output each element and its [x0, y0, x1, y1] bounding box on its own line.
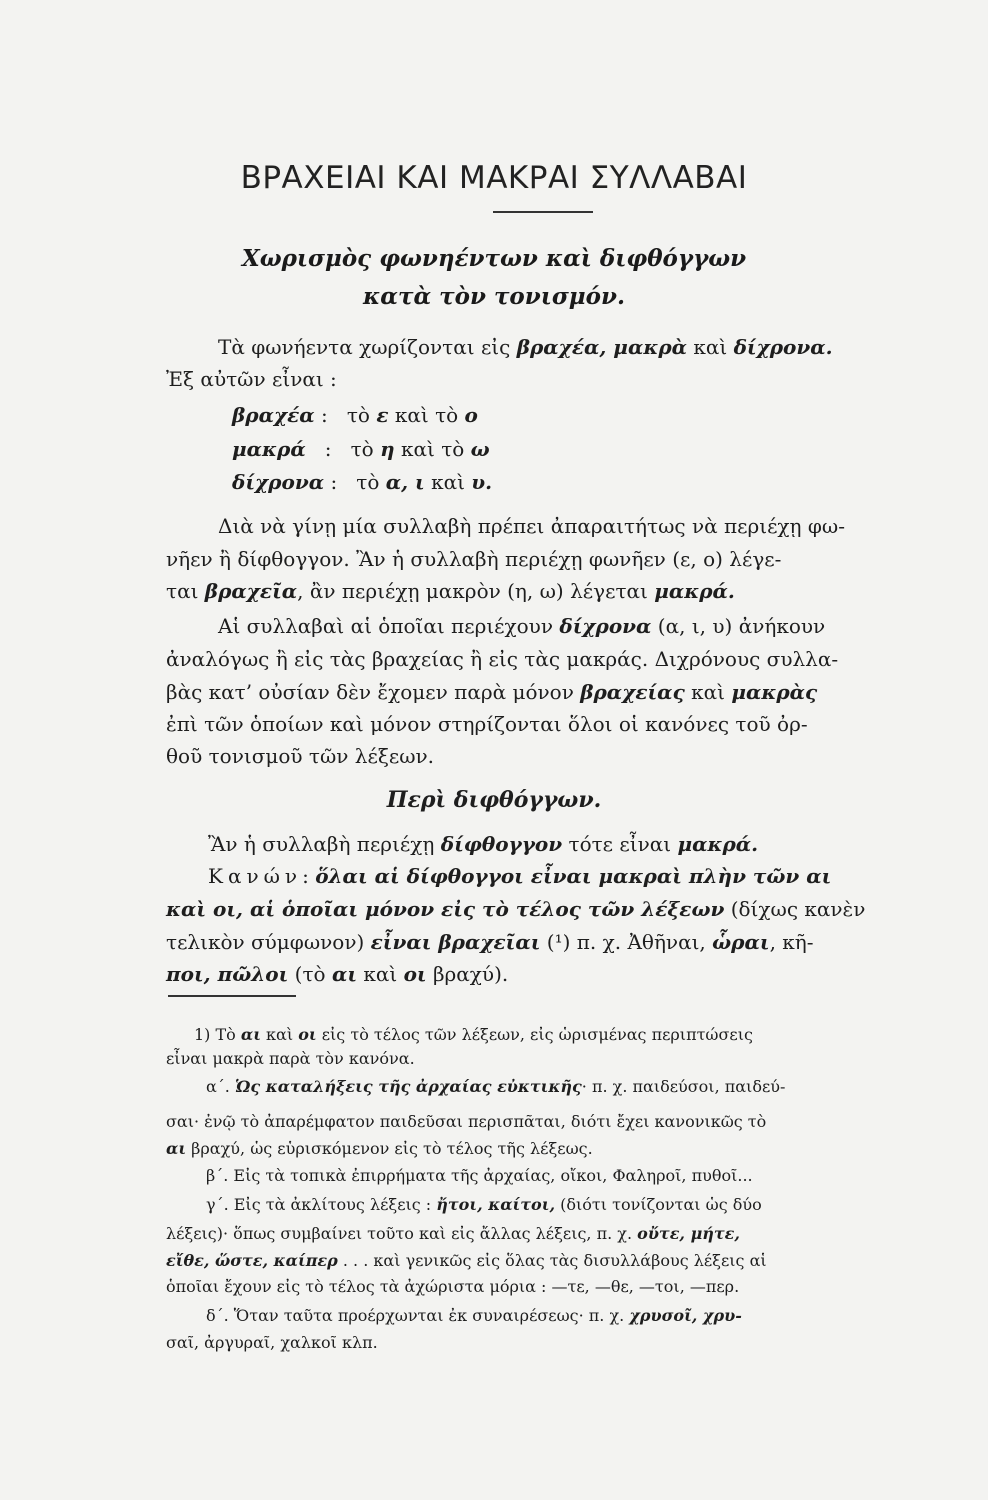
- p3-line-4: ἐπὶ τῶν ὁποίων καὶ μόνον στηρίζονται ὅλοι οἱ κανόνες τοῦ ὀρ-: [166, 712, 808, 736]
- text: Τὰ φωνήεντα χωρίζονται εἰς: [218, 335, 517, 359]
- text: , ἂν περιέχῃ μακρὸν (η, ω) λέγεται: [297, 579, 655, 603]
- emphasis: ὧραι: [712, 930, 770, 954]
- footnote-d-line-2: σαῖ, ἀργυραῖ, χαλκοῖ κλπ.: [166, 1333, 378, 1352]
- label: βραχέα: [232, 403, 315, 427]
- emphasis: δίφθογγον: [440, 832, 563, 856]
- footnote-c-line-2: [166, 1222, 740, 1246]
- text: α΄.: [206, 1077, 235, 1096]
- text: καὶ: [260, 1025, 299, 1044]
- text: (δίχως κανὲν: [724, 897, 866, 921]
- text: (α, ι, υ) ἀνήκουν: [651, 614, 826, 638]
- rule-label: Κανών: [208, 864, 303, 888]
- emphasis: εἶναι βραχεῖαι: [370, 930, 541, 954]
- emphasis: ὅλαι αἱ δίφθογγοι εἶναι μακραὶ πλὴν τῶν αι: [315, 864, 832, 888]
- text: τελικὸν σύμφωνον): [166, 930, 371, 954]
- footnote-a-line-1: [206, 1075, 785, 1099]
- label: δίχρονα: [232, 470, 325, 494]
- p3-line-3: [166, 678, 817, 706]
- footnote-c-line-4: ὁποῖαι ἔχουν εἰς τὸ τέλος τὰ ἀχώριστα μόρια : —τε, —θε, —τοι, —περ.: [166, 1277, 740, 1296]
- emphasis: μακρά.: [677, 832, 759, 856]
- text: καὶ: [424, 470, 472, 494]
- p2-line-3: [166, 577, 735, 605]
- emphasis: αι: [331, 962, 358, 986]
- text: καὶ τὸ: [394, 437, 471, 461]
- vowel-row-dichrona: [232, 468, 492, 496]
- emphasis: Ὡς καταλήξεις τῆς ἀρχαίας εὐκτικῆς: [234, 1077, 582, 1096]
- emphasis: εἴθε, ὥστε, καίπερ: [166, 1251, 338, 1270]
- letter: ε: [376, 403, 389, 427]
- text: βὰς κατ’ οὐσίαν δὲν ἔχομεν παρὰ μόνον: [166, 680, 581, 704]
- text: (διότι τονίζονται ὡς δύο: [555, 1195, 762, 1214]
- letter: η: [380, 437, 395, 461]
- emphasis: βραχείας: [580, 680, 685, 704]
- text: : τὸ: [314, 403, 377, 427]
- footnote-divider: [168, 995, 296, 997]
- text: ται: [166, 579, 205, 603]
- p3-line-5: θοῦ τονισμοῦ τῶν λέξεων.: [166, 744, 435, 768]
- p3-line-2: ἀναλόγως ἢ εἰς τὰς βραχείας ἢ εἰς τὰς μακράς. Διχρόνους συλλα-: [166, 647, 839, 671]
- p4-line-1: [208, 830, 758, 858]
- footnote-line-1: [194, 1023, 753, 1047]
- emphasis: οι: [403, 962, 427, 986]
- emphasis: δίχρονα.: [733, 335, 833, 359]
- p4-line-4: [166, 928, 814, 956]
- text: : τὸ: [305, 437, 381, 461]
- text: , κῆ-: [769, 930, 814, 954]
- text: (τὸ: [288, 962, 332, 986]
- page-title: ΒΡΑΧΕΙΑΙ ΚΑΙ ΜΑΚΡΑΙ ΣΥΛΛΑΒΑΙ: [240, 160, 748, 196]
- text: βραχύ).: [426, 962, 509, 986]
- text: εἰς τὸ τέλος τῶν λέξεων, εἰς ὡρισμένας περιπτώσεις: [316, 1025, 753, 1044]
- subtitle-line-2: κατὰ τὸν τονισμόν.: [363, 283, 625, 310]
- text: γ΄. Εἰς τὰ ἀκλίτους λέξεις :: [206, 1195, 437, 1214]
- text: τότε εἶναι: [562, 832, 678, 856]
- text: καὶ: [357, 962, 404, 986]
- emphasis: μακρὰς: [731, 680, 818, 704]
- emphasis: χρυσοῖ, χρυ-: [629, 1306, 742, 1325]
- p1-line-1: [218, 333, 833, 361]
- text: Ἂν ἡ συλλαβὴ περιέχῃ: [208, 832, 441, 856]
- footnote-c-line-3: [166, 1249, 767, 1273]
- p4-line-3: [166, 895, 865, 923]
- p2-line-2: νῆεν ἢ δίφθογγον. Ἂν ἡ συλλαβὴ περιέχῃ φωνῆεν (ε, ο) λέγε-: [166, 547, 782, 571]
- subtitle-line-1: Χωρισμὸς φωνηέντων καὶ διφθόγγων: [241, 245, 747, 272]
- text: (¹) π. χ. Ἀθῆναι,: [540, 930, 713, 954]
- vowel-row-short: [232, 401, 478, 429]
- emphasis: οὔτε, μήτε,: [637, 1224, 740, 1243]
- title-divider: [493, 211, 593, 213]
- text: καὶ: [684, 680, 732, 704]
- text: καὶ: [687, 335, 734, 359]
- emphasis: μακρά.: [654, 579, 735, 603]
- footnote-a-line-3: [166, 1137, 593, 1161]
- text: 1) Τὸ: [194, 1025, 241, 1044]
- footnote-line-2: εἶναι μακρὰ παρὰ τὸν κανόνα.: [166, 1049, 415, 1068]
- emphasis: καὶ οι, αἱ ὁποῖαι μόνον εἰς τὸ τέλος τῶν λέξεων: [166, 897, 725, 921]
- emphasis: αι: [166, 1139, 187, 1158]
- emphasis: αι: [240, 1025, 261, 1044]
- text: βραχύ, ὡς εὑρισκόμενον εἰς τὸ τέλος τῆς λέξεως.: [186, 1139, 593, 1158]
- emphasis: ἤτοι, καίτοι,: [436, 1195, 556, 1214]
- vowel-row-long: [232, 435, 490, 463]
- p1-line-2: Ἐξ αὐτῶν εἶναι :: [166, 367, 337, 391]
- emphasis: οι: [298, 1025, 317, 1044]
- emphasis: βραχέα, μακρὰ: [516, 335, 688, 359]
- text: · π. χ. παιδεύσοι, παιδεύ-: [581, 1077, 786, 1096]
- text: Αἱ συλλαβαὶ αἱ ὁποῖαι περιέχουν: [218, 614, 560, 638]
- text: δ΄. Ὅταν ταῦτα προέρχωνται ἐκ συναιρέσεως· π. χ.: [206, 1306, 630, 1325]
- emphasis: δίχρονα: [559, 614, 652, 638]
- footnote-b-line-1: β΄. Εἰς τὰ τοπικὰ ἐπιρρήματα τῆς ἀρχαίας, οἴκοι, Φαληροῖ, πυθοῖ...: [206, 1166, 753, 1185]
- text: : τὸ: [324, 470, 386, 494]
- letter: α, ι: [385, 470, 425, 494]
- p4-line-2: [208, 862, 831, 890]
- p4-line-5: [166, 960, 508, 988]
- footnote-d-line-1: [206, 1304, 742, 1328]
- letter: υ.: [471, 470, 493, 494]
- letter: ω: [470, 437, 490, 461]
- letter: ο: [464, 403, 478, 427]
- footnote-c-line-1: [206, 1193, 762, 1217]
- emphasis: βραχεῖα: [204, 579, 298, 603]
- text: λέξεις)· ὅπως συμβαίνει τοῦτο καὶ εἰς ἄλλας λέξεις, π. χ.: [166, 1224, 638, 1243]
- p2-line-1: Διὰ νὰ γίνῃ μία συλλαβὴ πρέπει ἀπαραιτήτως νὰ περιέχῃ φω-: [218, 514, 845, 538]
- p3-line-1: [218, 612, 825, 640]
- text: . . . καὶ γενικῶς εἰς ὅλας τὰς δισυλλάβους λέξεις αἱ: [337, 1251, 767, 1270]
- section-heading-diphthongs: Περὶ διφθόγγων.: [386, 787, 602, 813]
- text: καὶ τὸ: [388, 403, 465, 427]
- label: μακρά: [232, 437, 306, 461]
- footnote-a-line-2: σαι· ἐνῷ τὸ ἀπαρέμφατον παιδεῦσαι περισπᾶται, διότι ἔχει κανονικῶς τὸ: [166, 1112, 767, 1131]
- emphasis: ποι, πῶλοι: [166, 962, 289, 986]
- text: :: [302, 864, 316, 888]
